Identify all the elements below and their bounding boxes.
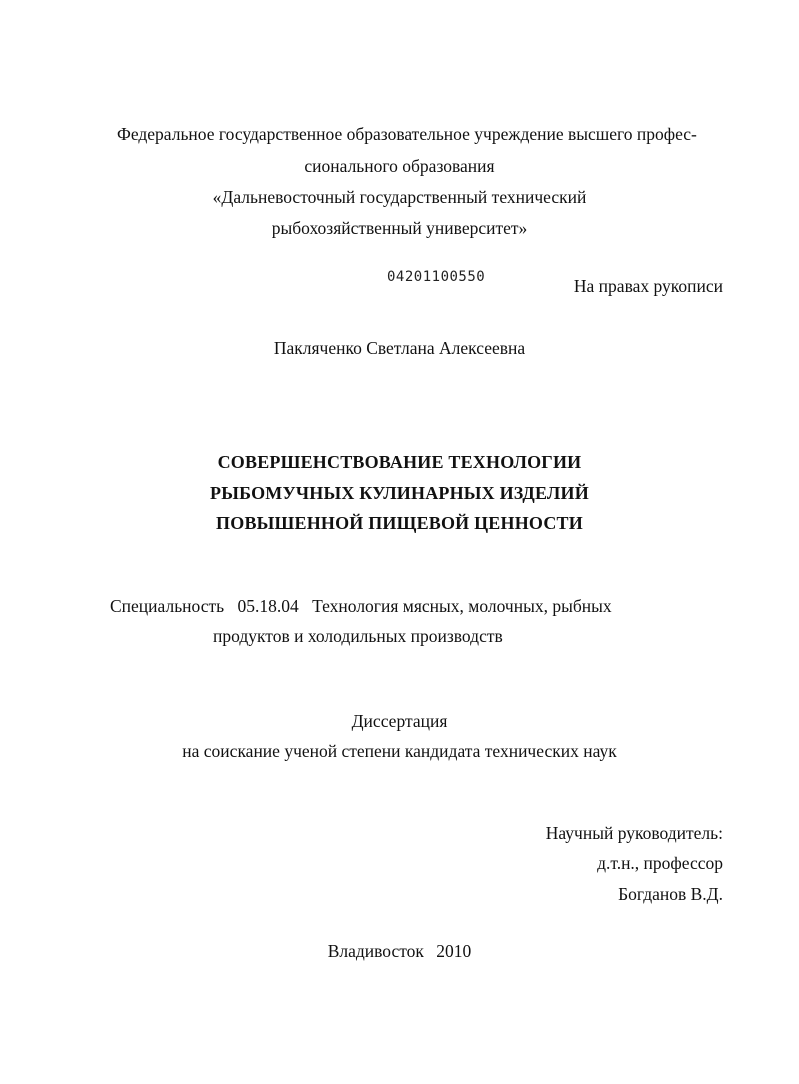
work-type-line-2: на соискание ученой степени кандидата технических наук — [182, 741, 617, 761]
institution-line-1: Федеральное государственное образовательное учреждение высшего профес- — [117, 124, 697, 144]
work-type-line-1: Диссертация — [351, 711, 448, 731]
institution-line-4: рыбохозяйственный университет» — [271, 218, 528, 238]
institution-line-3: «Дальневосточный государственный технический — [212, 187, 587, 207]
specialty-name-line-1: Технология мясных, молочных, рыбных — [312, 596, 612, 616]
title-line-2: РЫБОМУЧНЫХ КУЛИНАРНЫХ ИЗДЕЛИЙ — [210, 483, 589, 503]
supervisor-degree: д.т.н., профессор — [597, 853, 723, 873]
city: Владивосток — [327, 941, 424, 961]
supervisor-name: Богданов В.Д. — [618, 884, 723, 904]
specialty-line-1 — [110, 596, 612, 616]
year: 2010 — [436, 941, 472, 961]
rights-note: На правах рукописи — [573, 276, 723, 296]
supervisor-label: Научный руководитель: — [545, 823, 723, 843]
title-line-3: ПОВЫШЕННОЙ ПИЩЕВОЙ ЦЕННОСТИ — [216, 513, 583, 533]
place-year — [0, 941, 799, 961]
institution-line-2: сионального образования — [304, 156, 495, 176]
author-name: Пакляченко Светлана Алексеевна — [273, 338, 526, 358]
specialty-name-line-2: продуктов и холодильных производств — [213, 626, 503, 646]
title-line-1: СОВЕРШЕНСТВОВАНИЕ ТЕХНОЛОГИИ — [217, 452, 582, 472]
specialty-label: Специальность — [110, 596, 225, 616]
specialty-code: 05.18.04 — [237, 596, 299, 616]
registration-number: 04201100550 — [387, 269, 486, 285]
